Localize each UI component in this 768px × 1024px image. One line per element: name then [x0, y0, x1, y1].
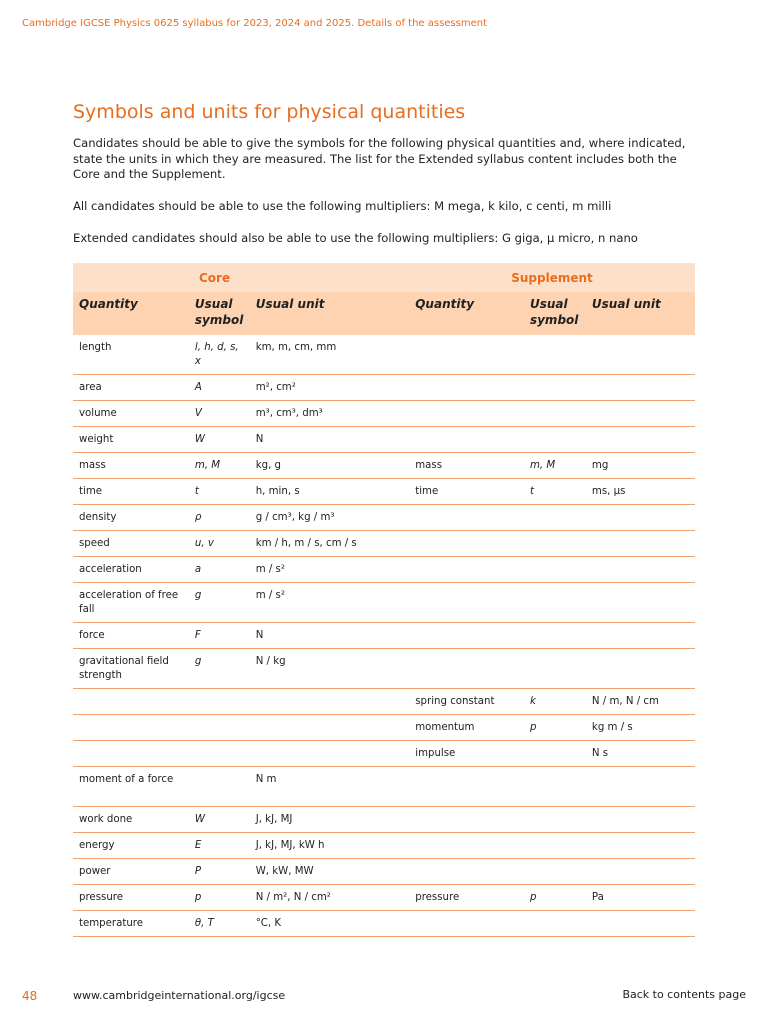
cell-supp-symbol [524, 583, 586, 623]
column-header-supp-unit: Usual unit [586, 292, 695, 335]
table-row [73, 583, 695, 623]
table-row [73, 859, 695, 885]
cell-symbol: ρ [189, 505, 250, 531]
cell-supp-unit: N / m, N / cm [586, 689, 695, 715]
cell-unit: m³, cm³, dm³ [250, 401, 410, 427]
cell-unit: h, min, s [250, 479, 410, 505]
cell-unit: m², cm² [250, 375, 410, 401]
symbols-units-table [73, 263, 695, 937]
cell-unit [250, 741, 410, 767]
cell-supp-unit: Pa [586, 885, 695, 911]
table-row [73, 401, 695, 427]
cell-supp-quantity [409, 427, 524, 453]
cell-quantity: pressure [73, 885, 189, 911]
group-header-row [73, 263, 695, 292]
table-row [73, 833, 695, 859]
footer-url-link[interactable]: www.cambridgeinternational.org/igcse [73, 989, 286, 1002]
cell-supp-unit [586, 623, 695, 649]
cell-supp-unit [586, 375, 695, 401]
table-body [73, 335, 695, 937]
cell-quantity: volume [73, 401, 189, 427]
cell-supp-symbol [524, 911, 586, 937]
cell-quantity: length [73, 335, 189, 375]
cell-supp-symbol [524, 375, 586, 401]
cell-unit [250, 689, 410, 715]
cell-unit: g / cm³, kg / m³ [250, 505, 410, 531]
cell-supp-unit [586, 557, 695, 583]
cell-symbol: V [189, 401, 250, 427]
cell-quantity: force [73, 623, 189, 649]
cell-symbol: t [189, 479, 250, 505]
cell-unit: N / m², N / cm² [250, 885, 410, 911]
table-row [73, 453, 695, 479]
cell-supp-symbol: p [524, 715, 586, 741]
table-row [73, 715, 695, 741]
cell-supp-symbol [524, 623, 586, 649]
cell-supp-symbol [524, 859, 586, 885]
cell-supp-symbol [524, 833, 586, 859]
cell-symbol: a [189, 557, 250, 583]
cell-supp-quantity: pressure [409, 885, 524, 911]
table-row [73, 335, 695, 375]
core-group-header: Core [73, 263, 409, 292]
cell-unit [250, 715, 410, 741]
cell-supp-symbol [524, 401, 586, 427]
cell-supp-unit: kg m / s [586, 715, 695, 741]
cell-quantity: acceleration [73, 557, 189, 583]
core-multipliers-paragraph: All candidates should be able to use the following multipliers: M mega, k kilo, c centi, m milli [73, 199, 612, 213]
cell-unit: °C, K [250, 911, 410, 937]
cell-symbol [189, 715, 250, 741]
cell-supp-quantity [409, 531, 524, 557]
cell-supp-quantity [409, 807, 524, 833]
cell-supp-symbol [524, 427, 586, 453]
column-header-row [73, 292, 695, 335]
cell-symbol: P [189, 859, 250, 885]
cell-symbol [189, 741, 250, 767]
cell-supp-symbol [524, 741, 586, 767]
cell-supp-quantity [409, 767, 524, 807]
cell-supp-quantity [409, 557, 524, 583]
cell-unit: km, m, cm, mm [250, 335, 410, 375]
table-row [73, 375, 695, 401]
cell-symbol: E [189, 833, 250, 859]
cell-symbol: g [189, 583, 250, 623]
cell-supp-unit [586, 335, 695, 375]
cell-supp-unit [586, 859, 695, 885]
column-header-quantity: Quantity [73, 292, 189, 335]
cell-symbol: m, M [189, 453, 250, 479]
cell-supp-symbol: k [524, 689, 586, 715]
cell-supp-quantity: impulse [409, 741, 524, 767]
cell-unit: m / s² [250, 557, 410, 583]
cell-supp-quantity [409, 375, 524, 401]
cell-unit: kg, g [250, 453, 410, 479]
table-row [73, 623, 695, 649]
cell-supp-unit: N s [586, 741, 695, 767]
cell-quantity: speed [73, 531, 189, 557]
cell-quantity: density [73, 505, 189, 531]
cell-supp-quantity: spring constant [409, 689, 524, 715]
cell-quantity: mass [73, 453, 189, 479]
cell-unit: W, kW, MW [250, 859, 410, 885]
cell-symbol: W [189, 807, 250, 833]
column-header-supp-symbol: Usual symbol [524, 292, 586, 335]
table-row [73, 557, 695, 583]
table-row [73, 911, 695, 937]
cell-supp-quantity [409, 649, 524, 689]
cell-supp-unit [586, 911, 695, 937]
cell-symbol: u, v [189, 531, 250, 557]
cell-supp-quantity [409, 623, 524, 649]
page-number: 48 [22, 989, 38, 1003]
cell-supp-symbol [524, 557, 586, 583]
cell-quantity [73, 689, 189, 715]
table-row [73, 885, 695, 911]
cell-supp-quantity [409, 335, 524, 375]
cell-quantity: area [73, 375, 189, 401]
cell-supp-quantity [409, 859, 524, 885]
cell-symbol [189, 767, 250, 807]
cell-symbol [189, 689, 250, 715]
cell-symbol: F [189, 623, 250, 649]
cell-quantity: moment of a force [73, 767, 189, 807]
column-header-supp-quantity: Quantity [409, 292, 524, 335]
intro-paragraph: Candidates should be able to give the symbols for the following physical quantities and, where indicated, state the units in which they are measured. The list for the Extended syllabus content includes both the Core and the Supplement. [73, 136, 686, 181]
table-row [73, 649, 695, 689]
cell-supp-quantity: time [409, 479, 524, 505]
cell-supp-unit: ms, µs [586, 479, 695, 505]
cell-supp-unit [586, 531, 695, 557]
table-row [73, 479, 695, 505]
back-to-contents-link[interactable]: Back to contents page [622, 988, 746, 1001]
cell-quantity: weight [73, 427, 189, 453]
cell-supp-symbol [524, 767, 586, 807]
running-header: Cambridge IGCSE Physics 0625 syllabus for 2023, 2024 and 2025. Details of the assessment [22, 18, 488, 29]
column-header-symbol: Usual symbol [189, 292, 250, 335]
cell-quantity: time [73, 479, 189, 505]
section-title: Symbols and units for physical quantities [73, 101, 466, 123]
table-row [73, 427, 695, 453]
cell-unit: m / s² [250, 583, 410, 623]
cell-unit: N m [250, 767, 410, 807]
cell-supp-unit: mg [586, 453, 695, 479]
cell-symbol: W [189, 427, 250, 453]
cell-unit: km / h, m / s, cm / s [250, 531, 410, 557]
cell-symbol: g [189, 649, 250, 689]
cell-supp-symbol: t [524, 479, 586, 505]
cell-supp-unit [586, 807, 695, 833]
cell-quantity: power [73, 859, 189, 885]
cell-supp-symbol [524, 649, 586, 689]
cell-supp-symbol: m, M [524, 453, 586, 479]
cell-quantity: gravitational field strength [73, 649, 189, 689]
cell-quantity: work done [73, 807, 189, 833]
cell-supp-unit [586, 505, 695, 531]
cell-supp-symbol [524, 531, 586, 557]
cell-supp-quantity [409, 505, 524, 531]
cell-supp-symbol [524, 807, 586, 833]
cell-supp-quantity [409, 911, 524, 937]
cell-symbol: θ, T [189, 911, 250, 937]
cell-supp-unit [586, 767, 695, 807]
table-row [73, 689, 695, 715]
cell-supp-unit [586, 649, 695, 689]
column-header-unit: Usual unit [250, 292, 410, 335]
cell-unit: J, kJ, MJ, kW h [250, 833, 410, 859]
cell-unit: J, kJ, MJ [250, 807, 410, 833]
cell-supp-quantity: mass [409, 453, 524, 479]
table-row [73, 767, 695, 807]
cell-unit: N [250, 427, 410, 453]
cell-supp-symbol [524, 505, 586, 531]
cell-quantity: temperature [73, 911, 189, 937]
cell-unit: N [250, 623, 410, 649]
cell-supp-unit [586, 401, 695, 427]
supplement-group-header: Supplement [409, 263, 695, 292]
cell-supp-unit [586, 583, 695, 623]
table-row [73, 531, 695, 557]
table-row [73, 505, 695, 531]
cell-quantity: acceleration of free fall [73, 583, 189, 623]
cell-quantity [73, 715, 189, 741]
cell-symbol: l, h, d, s, x [189, 335, 250, 375]
cell-symbol: p [189, 885, 250, 911]
cell-supp-symbol: p [524, 885, 586, 911]
cell-supp-unit [586, 427, 695, 453]
cell-quantity [73, 741, 189, 767]
cell-supp-unit [586, 833, 695, 859]
cell-symbol: A [189, 375, 250, 401]
table-row [73, 807, 695, 833]
table-row [73, 741, 695, 767]
cell-supp-symbol [524, 335, 586, 375]
cell-unit: N / kg [250, 649, 410, 689]
cell-supp-quantity [409, 833, 524, 859]
cell-supp-quantity [409, 401, 524, 427]
extended-multipliers-paragraph: Extended candidates should also be able to use the following multipliers: G giga, µ micro, n nano [73, 231, 638, 245]
cell-supp-quantity [409, 583, 524, 623]
cell-supp-quantity: momentum [409, 715, 524, 741]
cell-quantity: energy [73, 833, 189, 859]
